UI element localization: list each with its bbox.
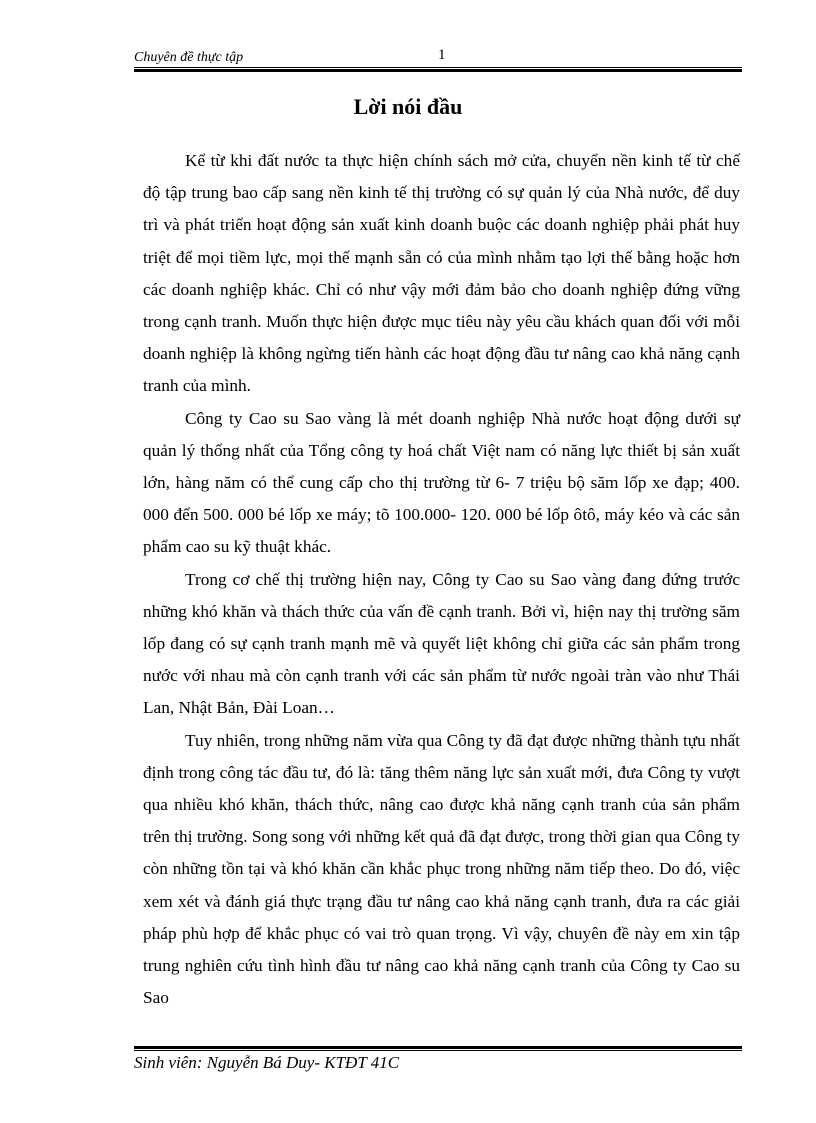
footer-rule-thin — [134, 1050, 742, 1051]
page-number: 1 — [438, 47, 446, 63]
header-rule-thin — [134, 67, 742, 68]
header-title: Chuyên đề thực tập — [134, 50, 244, 65]
document-body — [143, 145, 740, 1014]
paragraph-3: Trong cơ chế thị trường hiện nay, Công ty Cao su Sao vàng đang đứng trước những khó khăn và thách thức của vấn đề cạnh tranh. Bởi vì, hiện nay thị trường săm lốp đang có sự cạnh tranh mạnh mẽ và quyết liệt không chỉ giữa các sản phẩm trong nước với nhau mà còn cạnh tranh với các sản phẩm từ nước ngoài tràn vào như Thái Lan, Nhật Bản, Đài Loan… — [143, 569, 740, 718]
paragraph-2: Công ty Cao su Sao vàng là mét doanh nghiệp Nhà nước hoạt động dưới sự quản lý thống nhất của Tổng công ty hoá chất Việt nam có năng lực thiết bị sản xuất lớn, hàng năm có thể cung cấp cho thị trường từ 6- 7 triệu bộ săm lốp xe đạp; 400. 000 đến 500. 000 bé lốp xe máy; tõ 100.000- 120. 000 bé lốp ôtô, máy kéo và các sản phẩm cao su kỹ thuật khác. — [143, 408, 740, 557]
paragraph-1: Kể từ khi đất nước ta thực hiện chính sách mở cửa, chuyển nền kinh tế từ chế độ tập trung bao cấp sang nền kinh tế thị trường có sự quản lý của Nhà nước, để duy trì và phát triển hoạt động sản xuất kinh doanh buộc các doanh nghiệp phải phát huy triệt để mọi tiềm lực, mọi thế mạnh sẵn có của mình nhằm tạo lợi thế bằng hoặc hơn các doanh nghiệp khác. Chỉ có như vậy mới đảm bảo cho doanh nghiệp đứng vững trong cạnh tranh. Muốn thực hiện được mục tiêu này yêu cầu khách quan đối với mỗi doanh nghiệp là không ngừng tiến hành các hoạt động đầu tư nâng cao khả năng cạnh tranh của mình. — [143, 151, 740, 396]
paragraph-4: Tuy nhiên, trong những năm vừa qua Công ty đã đạt được những thành tựu nhất định trong công tác đầu tư, đó là: tăng thêm năng lực sản xuất mới, đưa Công ty vượt qua nhiều khó khăn, thách thức, nâng cao được khả năng cạnh tranh của sản phẩm trên thị trường. Song song với những kết quả đã đạt được, trong thời gian qua Công ty còn những tồn tại và khó khăn cần khắc phục trong những năm tiếp theo. Do đó, việc xem xét và đánh giá thực trạng đầu tư nâng cao khả năng cạnh tranh, đưa ra các giải pháp phù hợp để khắc phục có vai trò quan trọng. Vì vậy, chuyên đề này em xin tập trung nghiên cứu tình hình đầu tư nâng cao khả năng cạnh tranh của Công ty Cao su Sao — [143, 730, 740, 1008]
page-title: Lời nói đầu — [353, 94, 463, 119]
footer-rule-thick — [134, 1046, 742, 1049]
footer-author: Sinh viên: Nguyễn Bá Duy- KTĐT 41C — [134, 1053, 400, 1072]
header-rule-thick — [134, 69, 742, 72]
